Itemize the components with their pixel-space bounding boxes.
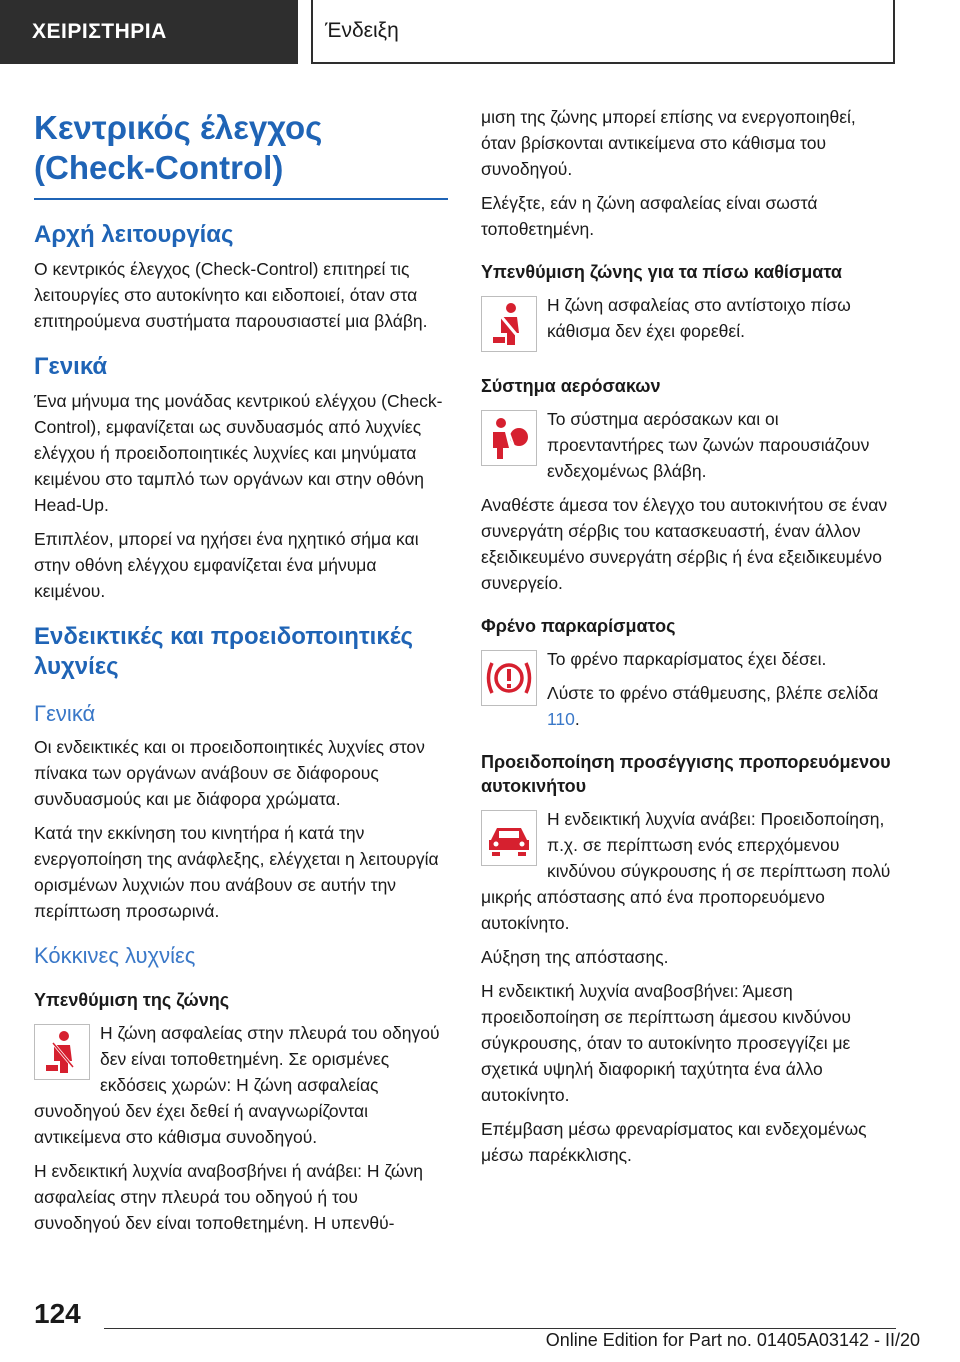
left-column (34, 96, 448, 1244)
heading-general: Γενικά (34, 353, 108, 380)
paragraph-seatbelt-cont: μιση της ζώνης μπορεί επίσης να ενεργοποιηθεί, όταν βρίσκονται αντικείμενα στο κάθισμα του συνοδηγού. (481, 107, 856, 179)
heading-red-lamps: Κόκκινες λυχνίες (34, 943, 196, 968)
seatbelt-reminder-text: Η ζώνη ασφαλείας στην πλευρά του οδηγού δεν είναι τοποθετημένη. Σε ορισμένες εκδόσεις χωρών: Η ζώνη ασφαλείας συνοδηγού δεν έχει δεθεί ή αναγνωρίζονται αντικείμενα στο κάθισμα συνοδηγού. (34, 1023, 440, 1147)
rear-seatbelt-row (481, 292, 895, 356)
heading-principle: Αρχή λειτουργίας (34, 221, 234, 248)
parking-brake-icon (481, 650, 537, 706)
paragraph-check-belt: Ελέγξτε, εάν η ζώνη ασφαλείας είναι σωστά τοποθετημένη. (481, 193, 818, 239)
parking-brake-text: Το φρένο παρκαρίσματος έχει δέσει. (547, 649, 827, 669)
parking-brake-instruction-end: . (574, 709, 580, 729)
rear-seatbelt-text: Η ζώνη ασφαλείας στο αντίστοιχο πίσω κάθισμα δεν έχει φορεθεί. (547, 295, 851, 341)
rear-seatbelt-icon (481, 296, 537, 352)
page-link-110[interactable]: 110 (547, 709, 575, 729)
proximity-warning-row (481, 806, 895, 936)
collision-warning-icon (481, 810, 537, 866)
paragraph-acute-warning: Η ενδεικτική λυχνία αναβοσβήνει: Άμεση προειδοποίηση σε περίπτωση άμεσου κινδύνου σύγκρουσης, όταν το αυτοκίνητο προσεγγίζει με σχετικά υψηλή διαφορική ταχύτητα ένα άλλο αυτοκίνητο. (481, 981, 851, 1105)
proximity-warning-text: Η ενδεικτική λυχνία ανάβει: Προειδοποίηση, π.χ. σε περίπτωση ενός επερχόμενου κινδύνου σύγκρουσης ή σε περίπτωση πολύ μικρής απόστασης από ένα προπορευόμενο αυτοκίνητο. (481, 809, 891, 933)
section-tab: ΧΕΙΡΙΣΤΗΡΙΑ (0, 0, 298, 64)
airbag-text: Το σύστημα αερόσακων και οι προενταντήρες των ζωνών παρουσιάζουν ενδεχομένως βλάβη. (547, 409, 870, 481)
right-column (481, 104, 895, 1176)
page-number: 124 (34, 1298, 81, 1329)
paragraph-lamps-1: Οι ενδεικτικές και οι προειδοποιητικές λυχνίες στον πίνακα των οργάνων ανάβουν σε διάφορους συνδυασμούς και με διάφορα χρώματα. (34, 737, 425, 809)
paragraph-general-1: Ένα μήνυμα της μονάδας κεντρικού ελέγχου (Check-Control), εμφανίζεται ως συνδυασμός από λυχνίες ελέγχου ή προειδοποιητικές λυχνίες και μηνύματα κειμένου στο ταμπλό των οργάνων και στην οθόνη Head-Up. (34, 391, 443, 515)
heading-airbag: Σύστημα αερόσακων (481, 376, 661, 396)
parking-brake-instruction (481, 680, 895, 732)
heading-lamps: Ενδεικτικές και προειδοποιητικές λυχνίες (34, 623, 414, 680)
heading-rear-seatbelt: Υπενθύμιση ζώνης για τα πίσω καθίσματα (481, 262, 842, 282)
airbag-row (481, 406, 895, 484)
paragraph-principle: Ο κεντρικός έλεγχος (Check-Control) επιτηρεί τις λειτουργίες στο αυτοκίνητο και ειδοποιεί, όταν στα επιτηρούμενα συστήματα παρουσιαστεί μια βλάβη. (34, 259, 428, 331)
paragraph-lamps-2: Κατά την εκκίνηση του κινητήρα ή κατά την ενεργοποίηση της ανάφλεξης, ελέγχεται η λειτουργία ορισμένων λυχνιών που ανάβουν σε αυτήν την περίπτωση προσωρινά. (34, 823, 439, 921)
seatbelt-warning-icon (34, 1024, 90, 1080)
heading-parking-brake: Φρένο παρκαρίσματος (481, 616, 676, 636)
heading-seatbelt-reminder: Υπενθύμιση της ζώνης (34, 990, 230, 1010)
page-title: Κεντρικός έλεγχος (Check-Control) (34, 109, 323, 186)
edition-text: Online Edition for Part no. 01405A03142 - II/20 (545, 1330, 920, 1350)
seatbelt-reminder-row (34, 1020, 448, 1150)
airbag-icon (481, 410, 537, 466)
paragraph-general-2: Επιπλέον, μπορεί να ηχήσει ένα ηχητικό σήμα και στην οθόνη ελέγχου εμφανίζεται ένα μήνυμα κειμένου. (34, 529, 419, 601)
title-underline (34, 198, 448, 200)
paragraph-increase-distance: Αύξηση της απόστασης. (481, 947, 669, 967)
subheading-general: Γενικά (34, 701, 96, 726)
parking-brake-row (481, 646, 895, 732)
paragraph-intervention: Επέμβαση μέσω φρεναρίσματος και ενδεχομένως μέσω παρέκκλισης. (481, 1119, 867, 1165)
paragraph-airbag-2: Αναθέστε άμεσα τον έλεγχο του αυτοκινήτου σε έναν συνεργάτη σέρβις του κατασκευαστή, έναν άλλον εξειδικευμένο συνεργάτη σέρβις ή ένα εξειδικευμένο συνεργείο. (481, 495, 888, 593)
footer-rule (104, 1328, 896, 1329)
paragraph-seatbelt-2: Η ενδεικτική λυχνία αναβοσβήνει ή ανάβει: Η ζώνη ασφαλείας στην πλευρά του οδηγού ή του συνοδηγού δεν είναι τοποθετημένη. Η υπενθύ- (34, 1161, 424, 1233)
heading-proximity-warning: Προειδοποίηση προσέγγισης προπορευόμενου αυτοκινήτου (481, 752, 891, 796)
chapter-tab: Ένδειξη (311, 0, 895, 64)
parking-brake-instruction-text: Λύστε το φρένο στάθμευσης, βλέπε σελίδα (547, 683, 879, 703)
top-bar (0, 0, 960, 66)
